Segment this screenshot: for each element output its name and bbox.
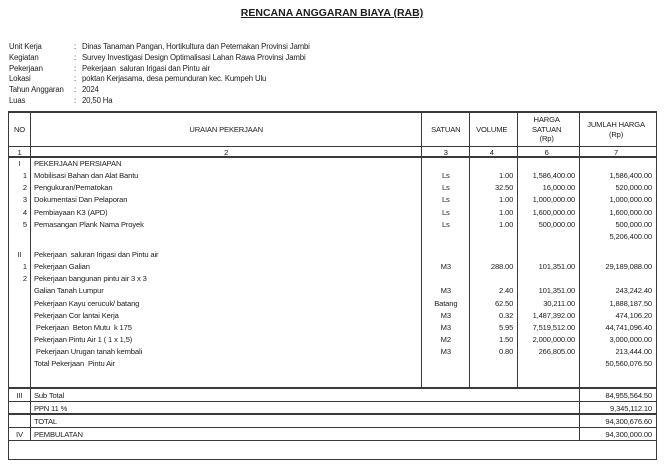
total-row (9, 389, 656, 402)
info-colon: : (74, 85, 77, 95)
cell-satuan: Ls (422, 182, 470, 194)
cell-uraian: Pekerjaan Pintu Air 1 ( 1 x 1,5) (31, 334, 422, 346)
info-row (9, 96, 310, 107)
info-value: Survey Investigasi Design Optimalisasi Lahan Rawa Provinsi Jambi (82, 52, 306, 62)
total-cell-label: TOTAL (31, 415, 580, 427)
info-label: Kegiatan (9, 52, 39, 62)
cell-no: 2 (9, 273, 31, 285)
cell-jumlah-harga (580, 249, 656, 261)
cell-volume: 1.00 (470, 219, 518, 231)
table-row (9, 182, 656, 194)
total-row (9, 428, 656, 441)
info-colon: : (74, 95, 77, 105)
cell-harga-satuan: 2,000,000.00 (518, 334, 580, 346)
cell-volume (470, 358, 518, 370)
cell-uraian: Pembiayaan K3 (APD) (31, 207, 422, 219)
table-row (9, 249, 656, 261)
cell-satuan: M3 (422, 310, 470, 322)
info-value: Pekerjaan saluran Irigasi dan Pintu air (82, 63, 210, 73)
cell-harga-satuan (518, 273, 580, 285)
cell-uraian: PEKERJAAN PERSIAPAN (31, 158, 422, 170)
total-cell-no (9, 402, 31, 413)
info-colon: : (74, 52, 77, 62)
column-number: 2 (31, 147, 422, 156)
cell-uraian: Pekerjaan Beton Mutu k 175 (31, 322, 422, 334)
cell-volume: 1.00 (470, 207, 518, 219)
info-label: Unit Kerja (9, 42, 42, 51)
table-body (9, 158, 656, 387)
header-label-jumlah-harga: JUMLAH HARGA (587, 120, 645, 130)
cell-satuan: M3 (422, 322, 470, 334)
info-colon: : (74, 63, 77, 73)
table-header-row (9, 113, 656, 147)
cell-jumlah-harga: 1,000,000.00 (609, 195, 652, 205)
cell-satuan: Batang (422, 298, 470, 310)
cell-volume: 1.50 (470, 334, 518, 346)
header-cell-no (9, 113, 31, 146)
total-cell-no: IV (9, 428, 31, 440)
info-row (9, 64, 310, 75)
cell-uraian: Pekerjaan Urugan tanah kembali (31, 346, 422, 358)
table-row (9, 358, 656, 370)
cell-jumlah-harga: 243,242.40 (615, 286, 652, 296)
cell-jumlah-harga: 474,106.20 (615, 310, 652, 320)
info-value: Dinas Tanaman Pangan, Hortikultura dan Peternakan Provinsi Jambi (82, 42, 310, 51)
header-cell-jumlah-harga (580, 113, 656, 146)
cell-volume (470, 273, 518, 285)
cell-satuan (422, 231, 470, 243)
cell-uraian: Pekerjaan Cor lantai Kerja (31, 310, 422, 322)
total-row (9, 415, 656, 428)
cell-harga-satuan: 101,351.00 (518, 261, 580, 273)
cell-no: II (9, 249, 31, 261)
cell-uraian: Pekerjaan Galian (31, 261, 422, 273)
table-row (9, 310, 656, 322)
cell-satuan (422, 249, 470, 261)
cell-volume: 1.00 (470, 170, 518, 182)
cell-harga-satuan: 1,586,400.00 (518, 170, 580, 182)
total-cell-value: 84,955,564.50 (605, 391, 653, 400)
total-cell-value: 9,345,112.10 (610, 404, 653, 413)
cell-no (9, 285, 31, 297)
total-cell-label: PPN 11 % (31, 402, 580, 413)
project-info-block (9, 42, 310, 107)
column-numbering-row (9, 147, 656, 158)
header-label-jumlah-harga-unit: (Rp) (608, 129, 624, 139)
cell-jumlah-harga: 5,206,400.00 (609, 231, 652, 241)
cell-satuan: Ls (422, 207, 470, 219)
cell-harga-satuan: 101,351.00 (518, 285, 580, 297)
table-row (9, 285, 656, 297)
cell-volume (470, 370, 518, 387)
table-row (9, 298, 656, 310)
cell-volume: 0.32 (470, 310, 518, 322)
cell-no (9, 310, 31, 322)
table-row (9, 261, 656, 273)
info-row (9, 53, 310, 64)
table-row (9, 170, 656, 182)
column-number: 6 (518, 147, 580, 156)
cell-harga-satuan (518, 231, 580, 243)
cell-volume (470, 249, 518, 261)
table-row (9, 231, 656, 243)
cell-jumlah-harga: 1,586,400.00 (609, 171, 652, 181)
cell-harga-satuan: 7,519,512.00 (518, 322, 580, 334)
rab-table (8, 111, 657, 460)
page-title: RENCANA ANGGARAN BIAYA (RAB) (240, 7, 424, 19)
table-row (9, 346, 656, 358)
info-label: Luas (9, 95, 26, 105)
cell-harga-satuan (518, 158, 580, 170)
cell-harga-satuan (518, 249, 580, 261)
cell-satuan: M2 (422, 334, 470, 346)
cell-no: 1 (9, 170, 31, 182)
cell-satuan (422, 158, 470, 170)
table-spacer-row (9, 370, 656, 387)
total-cell-value: 94,300,000.00 (605, 430, 653, 439)
cell-jumlah-harga (580, 158, 656, 170)
cell-no (9, 231, 31, 243)
cell-volume (470, 231, 518, 243)
cell-satuan (422, 273, 470, 285)
cell-volume: 1.00 (470, 194, 518, 206)
cell-satuan: M3 (422, 285, 470, 297)
cell-volume: 0.80 (470, 346, 518, 358)
header-label-volume: VOLUME (476, 124, 508, 134)
cell-no: 1 (9, 261, 31, 273)
cell-jumlah-harga: 1,888,187.50 (609, 298, 652, 308)
cell-jumlah-harga: 213,444.00 (615, 347, 652, 357)
cell-volume (470, 158, 518, 170)
total-cell-value: 94,300,676.60 (605, 417, 653, 426)
cell-jumlah-harga: 44,741,096.40 (605, 322, 652, 332)
cell-satuan: Ls (422, 170, 470, 182)
table-row (9, 207, 656, 219)
bottom-empty-box (9, 441, 656, 459)
table-row (9, 322, 656, 334)
cell-harga-satuan (518, 370, 580, 387)
cell-harga-satuan: 1,000,000.00 (518, 194, 580, 206)
cell-satuan: M3 (422, 261, 470, 273)
cell-no: I (9, 158, 31, 170)
total-cell-no: III (9, 389, 31, 401)
cell-jumlah-harga: 50,560,076.50 (605, 359, 652, 369)
info-row (9, 85, 310, 96)
cell-uraian: Pengukuran/Pematokan (31, 182, 422, 194)
table-row (9, 334, 656, 346)
cell-harga-satuan: 30,211.00 (518, 298, 580, 310)
info-label: Lokasi (9, 74, 31, 84)
column-number: 7 (614, 148, 619, 156)
cell-volume: 288.00 (470, 261, 518, 273)
cell-no: 2 (9, 182, 31, 194)
cell-uraian: Galian Tanah Lumpur (31, 285, 422, 297)
cell-jumlah-harga: 520,000.00 (615, 183, 652, 193)
header-label-satuan: SATUAN (431, 124, 461, 134)
cell-uraian: Mobilisasi Bahan dan Alat Bantu (31, 170, 422, 182)
cell-no (9, 358, 31, 370)
table-row (9, 273, 656, 285)
cell-uraian (31, 370, 422, 387)
info-value: poktan Kerjasama, desa pemunduran kec. Kumpeh Ulu (82, 74, 267, 84)
cell-uraian (31, 231, 422, 243)
cell-no: 3 (9, 194, 31, 206)
cell-jumlah-harga: 500,000.00 (615, 219, 652, 229)
info-value: 20,50 Ha (82, 95, 113, 105)
table-row (9, 158, 656, 170)
total-cell-label: Sub Total (31, 389, 580, 401)
column-number: 1 (9, 147, 31, 156)
header-label-uraian: URAIAN PEKERJAAN (189, 124, 263, 134)
info-row (9, 42, 310, 53)
cell-satuan: Ls (422, 194, 470, 206)
cell-harga-satuan: 266,805.00 (518, 346, 580, 358)
cell-volume: 2.40 (470, 285, 518, 297)
cell-jumlah-harga: 29,189,088.00 (605, 262, 652, 272)
header-label-no: NO (13, 124, 26, 134)
cell-harga-satuan: 1,487,392.00 (518, 310, 580, 322)
cell-jumlah-harga (580, 273, 656, 285)
cell-jumlah-harga: 1,600,000.00 (609, 207, 652, 217)
cell-no (9, 370, 31, 387)
cell-uraian: Dokumentasi Dan Pelaporan (31, 194, 422, 206)
cell-no (9, 346, 31, 358)
cell-no: 4 (9, 207, 31, 219)
cell-no (9, 334, 31, 346)
header-cell-volume (470, 113, 518, 146)
table-row (9, 219, 656, 231)
header-label-harga-satuan-unit: (Rp) (539, 134, 554, 144)
cell-satuan: Ls (422, 219, 470, 231)
cell-volume: 62.50 (470, 298, 518, 310)
total-row (9, 402, 656, 415)
cell-satuan (422, 358, 470, 370)
info-value: 2024 (82, 85, 99, 95)
cell-harga-satuan (518, 358, 580, 370)
column-number: 3 (422, 147, 470, 156)
cell-uraian: Pemasangan Plank Nama Proyek (31, 219, 422, 231)
cell-uraian: Pekerjaan saluran Irigasi dan Pintu air (31, 249, 422, 261)
header-label-harga-satuan: HARGA SATUAN (531, 115, 562, 134)
cell-no (9, 322, 31, 334)
cell-uraian: Pekerjaan bangunan pintu air 3 x 3 (31, 273, 422, 285)
cell-satuan (422, 370, 470, 387)
header-cell-harga-satuan (518, 113, 580, 146)
totals-section (9, 387, 656, 441)
table-row (9, 194, 656, 206)
cell-volume: 5.95 (470, 322, 518, 334)
cell-uraian: Pekerjaan Kayu cerucuk/ batang (31, 298, 422, 310)
column-number: 4 (470, 147, 518, 156)
cell-jumlah-harga (580, 370, 656, 387)
cell-harga-satuan: 1,600,000.00 (518, 207, 580, 219)
cell-no: 5 (9, 219, 31, 231)
cell-no (9, 298, 31, 310)
header-cell-satuan (422, 113, 470, 146)
info-label: Pekerjaan (9, 63, 43, 73)
header-cell-uraian (31, 113, 422, 146)
info-colon: : (74, 42, 77, 51)
info-row (9, 74, 310, 85)
cell-jumlah-harga: 3,000,000.00 (609, 334, 652, 344)
total-cell-no (9, 415, 31, 427)
info-label: Tahun Anggaran (9, 85, 64, 95)
info-colon: : (74, 74, 77, 84)
cell-satuan: M3 (422, 346, 470, 358)
cell-harga-satuan: 500,000.00 (518, 219, 580, 231)
cell-uraian: Total Pekerjaan Pintu Air (31, 358, 422, 370)
total-cell-label: PEMBULATAN (31, 428, 580, 440)
cell-volume: 32.50 (470, 182, 518, 194)
cell-harga-satuan: 16,000.00 (518, 182, 580, 194)
